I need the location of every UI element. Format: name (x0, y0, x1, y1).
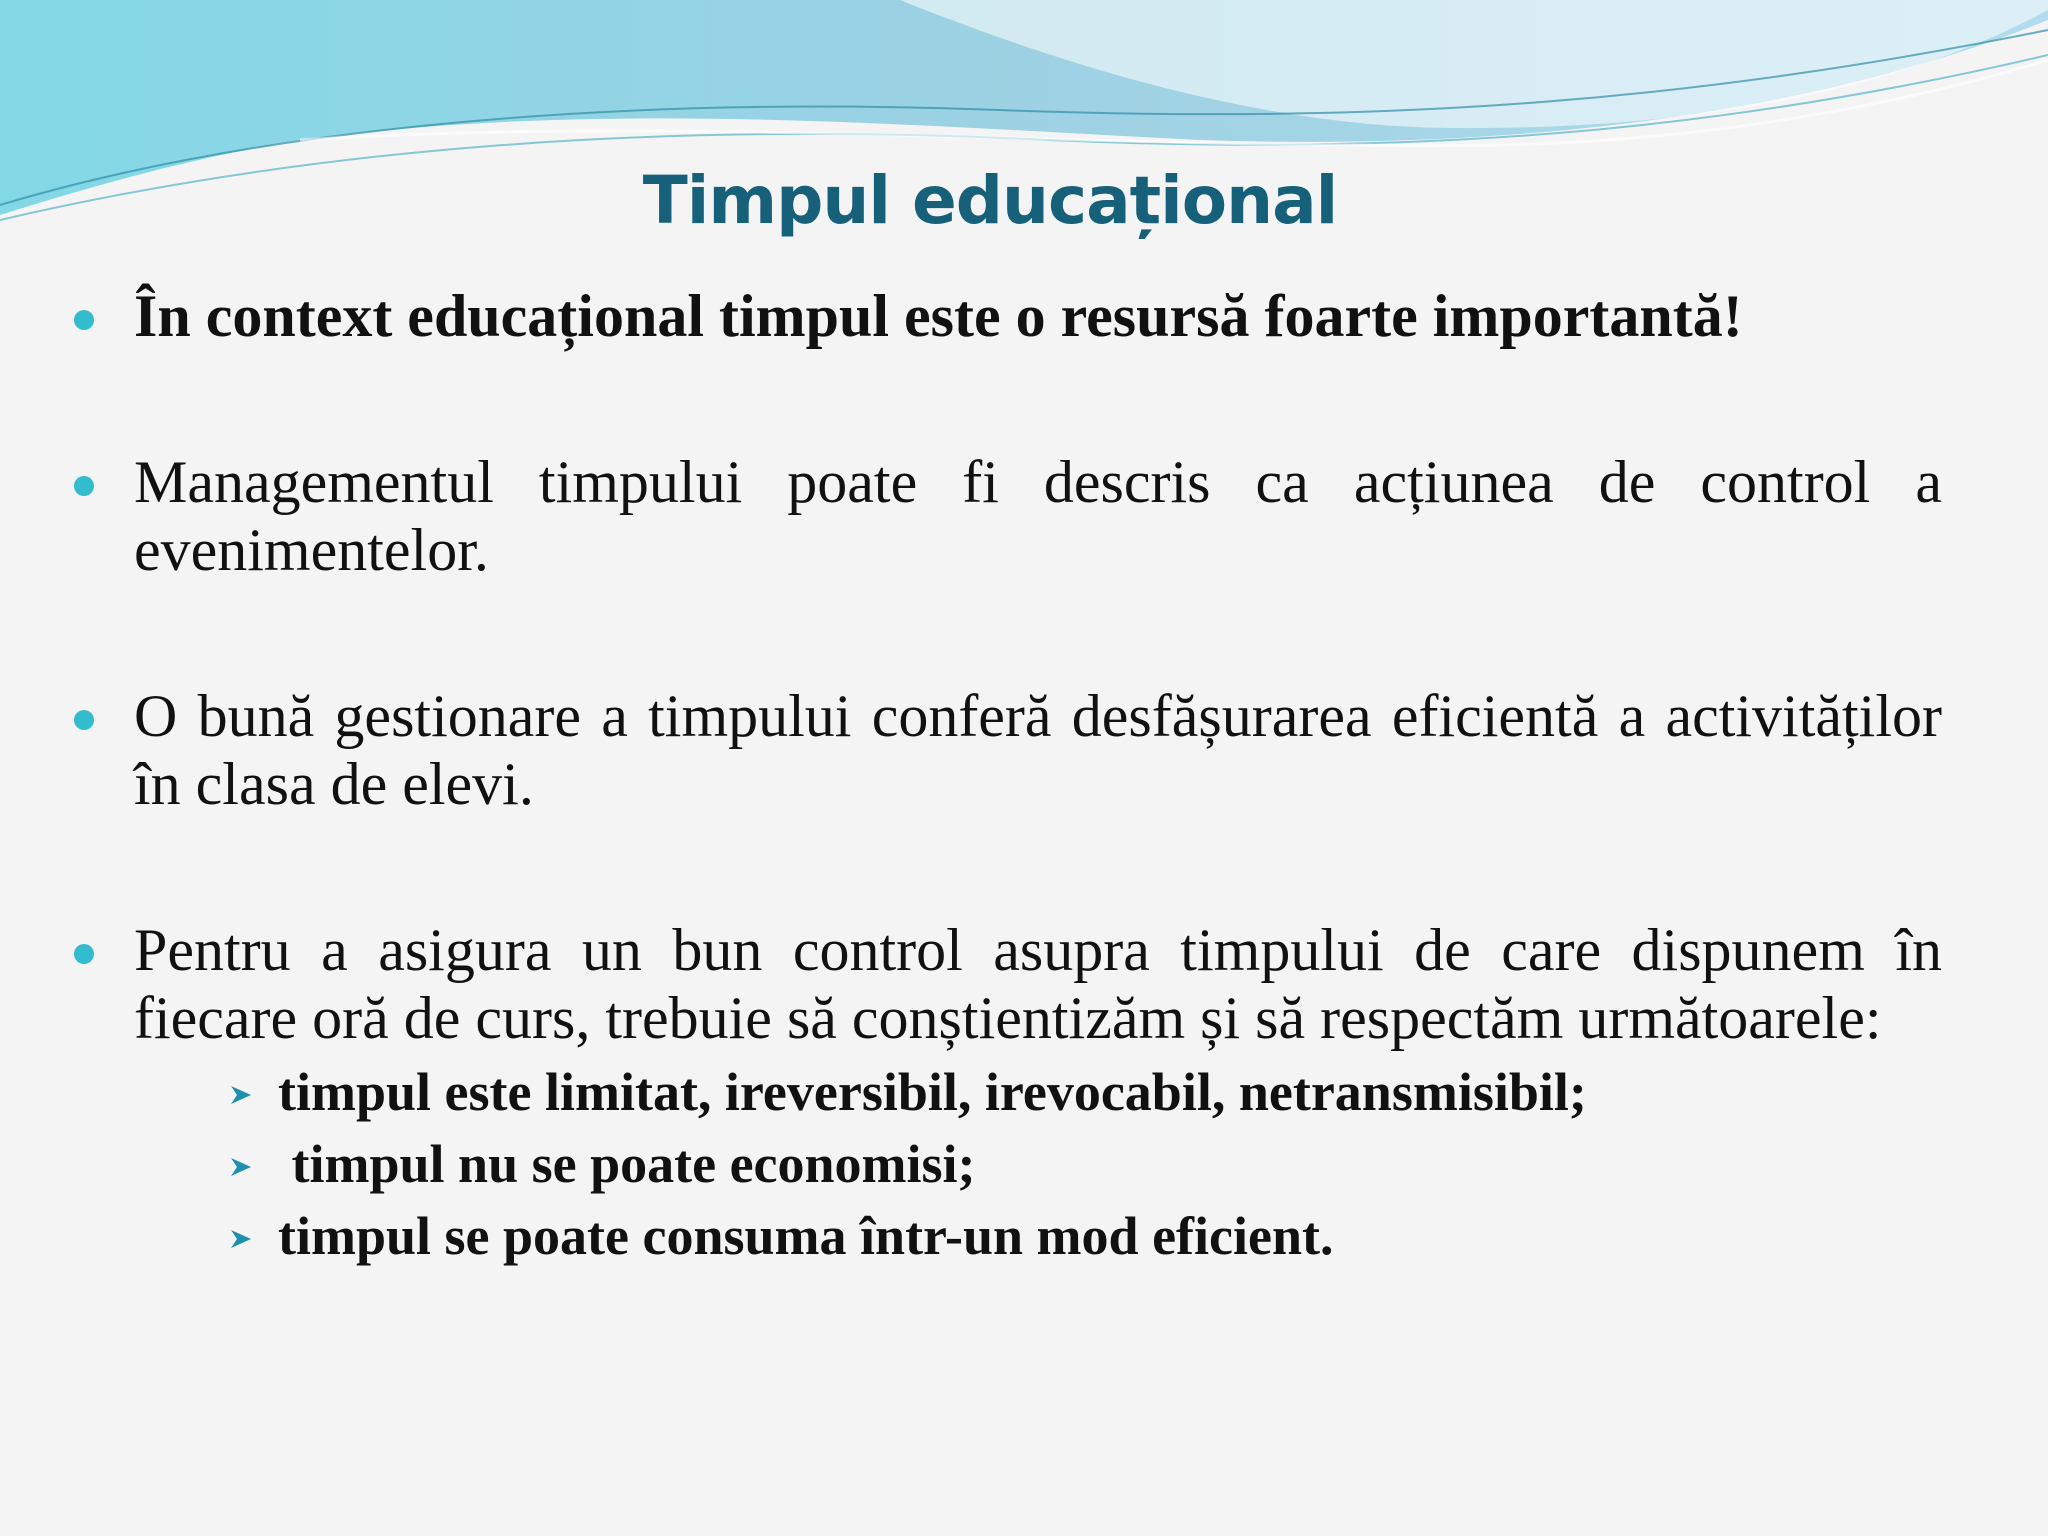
bullet-item (70, 448, 1942, 584)
bullet-dot-icon (74, 476, 94, 496)
sub-bullet-item (70, 1200, 1942, 1272)
sub-bullet-list (70, 1056, 1942, 1272)
bullet-text: Managementul timpului poate fi descris ca acțiunea de control a evenimentelor. (134, 449, 1942, 583)
sub-bullet-text: timpul se poate consuma într-un mod eficient. (278, 1206, 1334, 1266)
bullet-text: Pentru a asigura un bun control asupra timpului de care dispunem în fiecare oră de curs, trebuie să conștientizăm și să respectăm următoarele: (134, 917, 1942, 1051)
arrow-bullet-icon (228, 1082, 254, 1108)
arrow-bullet-icon (228, 1226, 254, 1252)
bullet-dot-icon (74, 710, 94, 730)
slide-title: Timpul educațional (642, 162, 1338, 239)
bullet-item (70, 282, 1942, 350)
bullet-text: O bună gestionare a timpului conferă desfășurarea eficientă a activităților în clasa de elevi. (134, 683, 1942, 817)
bullet-dot-icon (74, 310, 94, 330)
sub-bullet-item (70, 1056, 1942, 1128)
bullet-item (70, 916, 1942, 1052)
bullet-dot-icon (74, 944, 94, 964)
sub-bullet-text: timpul este limitat, ireversibil, irevocabil, netransmisibil; (278, 1062, 1587, 1122)
slide-content (70, 282, 1942, 1272)
arrow-bullet-icon (228, 1154, 254, 1180)
sub-bullet-text: timpul nu se poate economisi; (278, 1134, 976, 1194)
bullet-text: În context educațional timpul este o resursă foarte importantă! (134, 283, 1743, 349)
bullet-item (70, 682, 1942, 818)
sub-bullet-item (70, 1128, 1942, 1200)
